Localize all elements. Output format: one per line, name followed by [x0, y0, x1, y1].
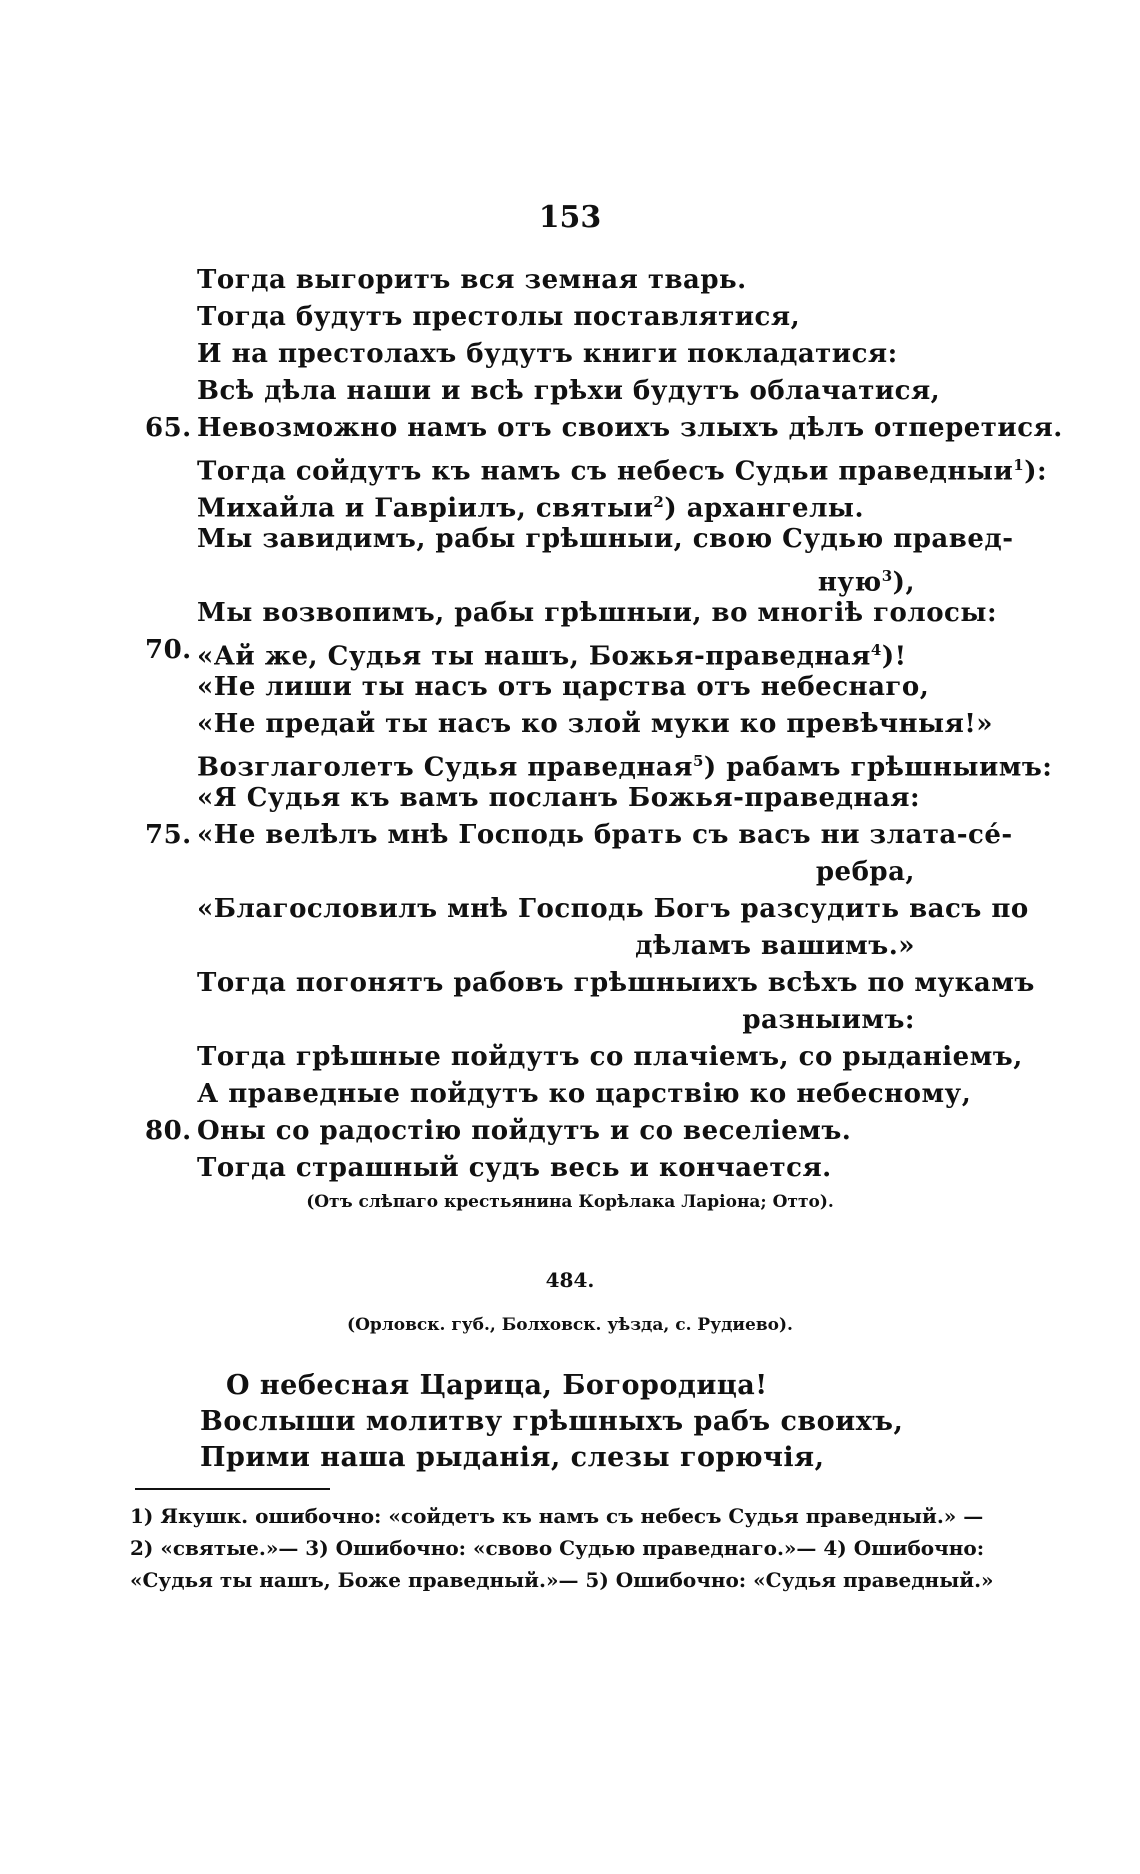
line-number: 80.: [145, 1116, 192, 1146]
line-text: Тогда будутъ престолы поставлятися,: [197, 302, 801, 332]
line-tail: )!: [881, 641, 907, 672]
line-tail: ) рабамъ грѣшныимъ:: [703, 752, 1053, 783]
poem-line: Воcлыши молитву грѣшныхъ рабъ своихъ,: [200, 1406, 904, 1437]
line-text: Невозможно намъ отъ своихъ злыхъ дѣлъ отперетися.: [197, 413, 1063, 443]
footnote-marker: 4: [870, 641, 882, 659]
poem-line: [145, 928, 935, 965]
poem-line: [145, 965, 1035, 1002]
line-number: 65.: [145, 413, 192, 443]
poem-line: [145, 780, 935, 817]
line-text: разныимъ:: [742, 1005, 915, 1035]
line-text: «Не велѣлъ мнѣ Господь брать съ васъ ни злата-се́-: [197, 820, 1013, 850]
line-text: Михайла и Гаврiилъ, святыи: [197, 493, 654, 524]
line-text: Тогда страшный судъ весь и кончается.: [197, 1153, 832, 1183]
line-text: Тогда выгоритъ вся земная тварь.: [197, 265, 747, 295]
line-text: Тогда сойдутъ къ намъ съ небесъ Судьи праведныи: [197, 456, 1014, 487]
poem-line: [145, 632, 935, 672]
poem-line: [145, 558, 935, 598]
footnote-line: «Судья ты нашъ, Боже праведный.»— 5) Ошибочно: «Судья праведный.»: [130, 1568, 994, 1592]
line-text: Мы завидимъ, рабы грѣшныи, свою Судью правед-: [197, 524, 1014, 554]
poem-line: [145, 706, 993, 743]
poem-line: [145, 447, 1048, 487]
poem-line: [145, 1113, 935, 1150]
poem-line: [145, 336, 935, 373]
poem-block: [145, 262, 1063, 1187]
footnote-marker: 3: [881, 567, 893, 585]
poem-line: [145, 817, 1013, 854]
footnote-marker: 2: [653, 493, 665, 511]
poem-line: [145, 410, 1063, 447]
footnote-marker: 1: [1013, 456, 1025, 474]
line-text: Возглаголетъ Судья праведная: [197, 752, 693, 783]
line-text: дѣламъ вашимъ.»: [635, 931, 915, 961]
song-number: 484.: [545, 1268, 595, 1292]
line-text: Оны со радостiю пойдутъ и со веселiемъ.: [197, 1116, 852, 1146]
poem-line: Прими наша рыданiя, слезы горючiя,: [200, 1442, 825, 1473]
poem-line: [145, 521, 1014, 558]
footnote-line: 1) Якушк. ошибочно: «сойдетъ къ намъ съ небесъ Судья праведный.» —: [130, 1504, 984, 1528]
poem-line: [145, 1002, 935, 1039]
poem-line: О небесная Царица, Богородица!: [226, 1370, 768, 1401]
line-tail: ) архангелы.: [664, 493, 865, 524]
line-text: Тогда погонятъ рабовъ грѣшныихъ всѣхъ по мукамъ: [197, 968, 1035, 998]
poem-line: [145, 854, 935, 891]
line-text: Мы возвопимъ, рабы грѣшныи, во многiѣ голосы:: [197, 598, 998, 628]
page-number: 153: [538, 200, 602, 235]
footnote-line: 2) «святые.»— 3) Ошибочно: «свово Судью праведнаго.»— 4) Ошибочно:: [130, 1536, 985, 1560]
poem-line: [145, 891, 1029, 928]
poem-line: [145, 595, 998, 632]
location-note: (Орловск. губ., Болховск. уѣзда, с. Рудиево).: [347, 1315, 793, 1335]
line-text: «Благословилъ мнѣ Господь Богъ разсудить васъ по: [197, 894, 1029, 924]
poem-line: [145, 669, 935, 706]
poem-block-second: [200, 1368, 940, 1476]
line-text: ную: [817, 567, 882, 598]
source-note: (Отъ слѣпаго крестьянина Корѣлака Ларiона; Отто).: [306, 1192, 834, 1212]
line-text: «Ай же, Судья ты нашъ, Божья-праведная: [197, 641, 871, 672]
poem-line: [145, 1076, 972, 1113]
line-text: А праведные пойдутъ ко царствiю ко небесному,: [197, 1079, 972, 1109]
line-text: Тогда грѣшные пойдутъ со плачiемъ, со рыданiемъ,: [197, 1042, 1023, 1072]
line-text: И на престолахъ будутъ книги покладатися:: [197, 339, 898, 369]
footnote-marker: 5: [692, 752, 704, 770]
line-text: «Не предай ты насъ ко злой муки ко превѣчныя!»: [197, 709, 993, 739]
line-tail: ):: [1024, 456, 1048, 487]
poem-line: [145, 1039, 1023, 1076]
poem-line: [145, 262, 935, 299]
footnote-divider: [135, 1488, 330, 1490]
poem-line: [145, 299, 935, 336]
line-text: ребра,: [815, 857, 915, 887]
poem-line: [145, 1150, 935, 1187]
line-text: Всѣ дѣла наши и всѣ грѣхи будутъ облачатися,: [197, 376, 941, 406]
footnotes: [130, 1500, 994, 1596]
line-number: 70.: [145, 635, 192, 665]
poem-line: [145, 484, 935, 524]
line-number: 75.: [145, 820, 192, 850]
line-text: «Не лиши ты насъ отъ царства отъ небеснаго,: [197, 672, 930, 702]
poem-line: [145, 373, 941, 410]
line-text: «Я Судья къ вамъ посланъ Божья-праведная:: [197, 783, 921, 813]
line-tail: ),: [892, 567, 915, 598]
poem-line: [145, 743, 1053, 783]
